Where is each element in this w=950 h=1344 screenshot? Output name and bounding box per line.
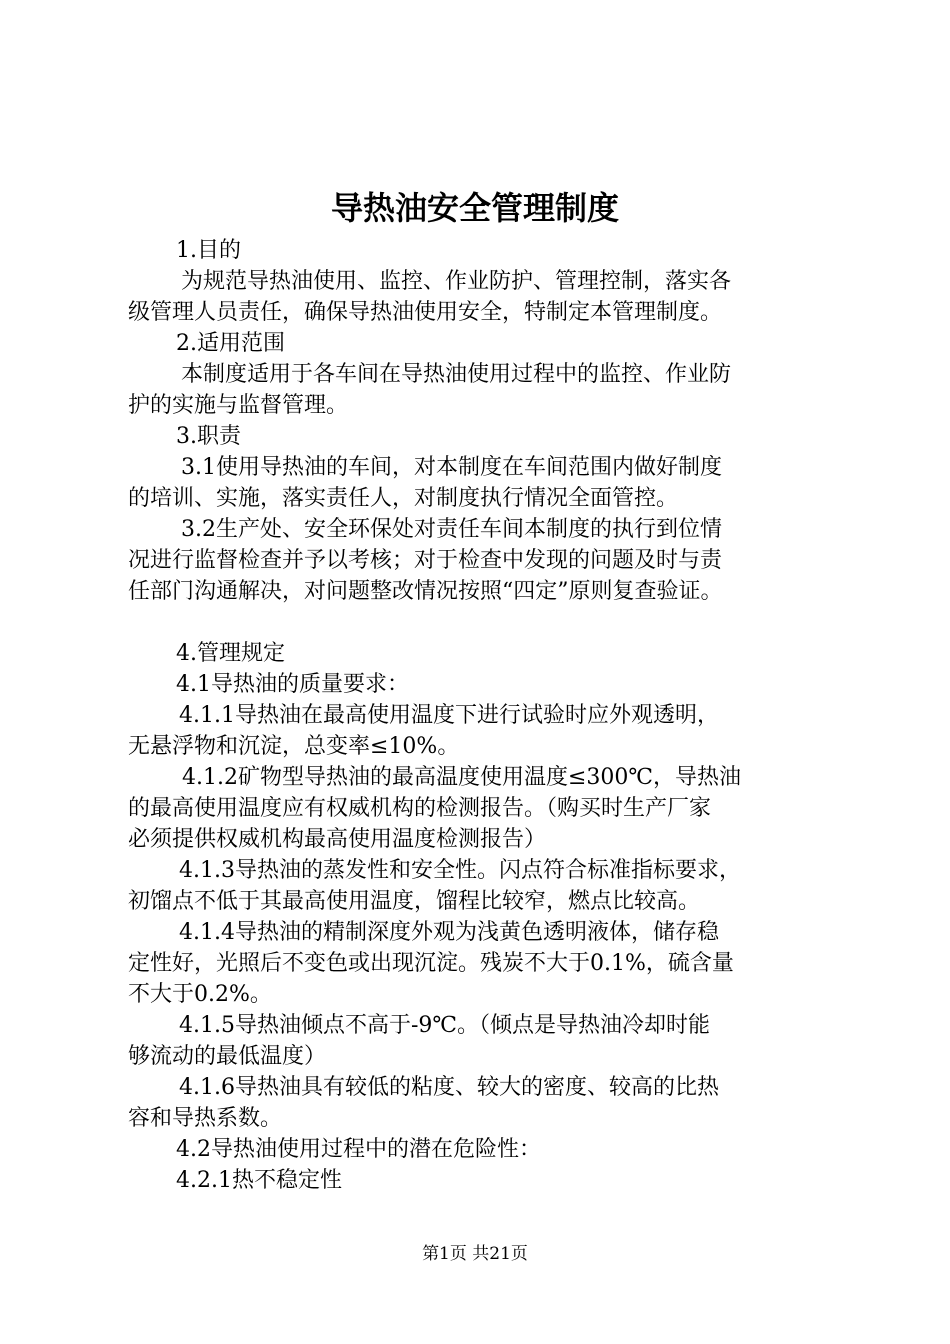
paragraph-line: 为规范导热油使用、监控、作业防护、管理控制，落实各 [181,269,732,294]
paragraph-line: 护的实施与监督管理。 [128,393,349,418]
subsection-heading: 4.2导热油使用过程中的潜在危险性： [176,1137,541,1162]
paragraph-line: 4.1.2矿物型导热油的最高温度使用温度≤300℃，导热油 [182,765,742,790]
paragraph-line: 4.1.5导热油倾点不高于-9℃。（倾点是导热油冷却时能 [179,1013,711,1038]
paragraph-line: 的最高使用温度应有权威机构的检测报告。（购买时生产厂家 [128,796,712,821]
paragraph-line: 4.1.6导热油具有较低的粘度、较大的密度、较高的比热 [179,1075,719,1100]
blank-line [128,607,838,638]
section-heading-responsibilities: 3.职责 [176,424,241,449]
section-heading-scope: 2.适用范围 [176,331,285,356]
paragraph-line: 任部门沟通解决，对问题整改情况按照“四定”原则复查验证。 [128,579,723,604]
paragraph-line: 初馏点不低于其最高使用温度，馏程比较窄，燃点比较高。 [128,889,701,914]
document-body [128,235,838,1196]
paragraph-line: 况进行监督检查并予以考核；对于检查中发现的问题及时与责 [128,548,723,573]
section-heading-regulations: 4.管理规定 [176,641,285,666]
paragraph-line: 3.2生产处、安全环保处对责任车间本制度的执行到位情 [181,517,722,542]
paragraph-line: 4.1.4导热油的精制深度外观为浅黄色透明液体，储存稳 [179,920,719,945]
page-footer: 第1页 共21页 [422,1244,528,1264]
paragraph-line: 定性好，光照后不变色或出现沉淀。残炭不大于0.1%，硫含量 [128,951,734,976]
paragraph-line: 4.1.3导热油的蒸发性和安全性。闪点符合标准指标要求， [179,858,741,883]
paragraph-line: 本制度适用于各车间在导热油使用过程中的监控、作业防 [181,362,732,387]
section-heading-purpose: 1.目的 [176,238,241,263]
subsection-heading: 4.1导热油的质量要求： [176,672,409,697]
paragraph-line: 必须提供权威机构最高使用温度检测报告） [128,827,547,852]
paragraph-line: 的培训、实施，落实责任人，对制度执行情况全面管控。 [128,486,679,511]
paragraph-line: 3.1使用导热油的车间，对本制度在车间范围内做好制度 [181,455,722,480]
paragraph-line: 容和导热系数。 [128,1106,283,1131]
paragraph-line: 级管理人员责任，确保导热油使用安全，特制定本管理制度。 [128,300,723,325]
paragraph-line: 不大于0.2%。 [128,982,272,1007]
paragraph-line: 4.1.1导热油在最高使用温度下进行试验时应外观透明， [179,703,719,728]
paragraph-line: 够流动的最低温度） [128,1044,327,1069]
paragraph-line: 无悬浮物和沉淀，总变率≤10%。 [128,734,460,759]
subsection-heading: 4.2.1热不稳定性 [176,1168,342,1193]
document-title: 导热油安全管理制度 [330,189,619,227]
